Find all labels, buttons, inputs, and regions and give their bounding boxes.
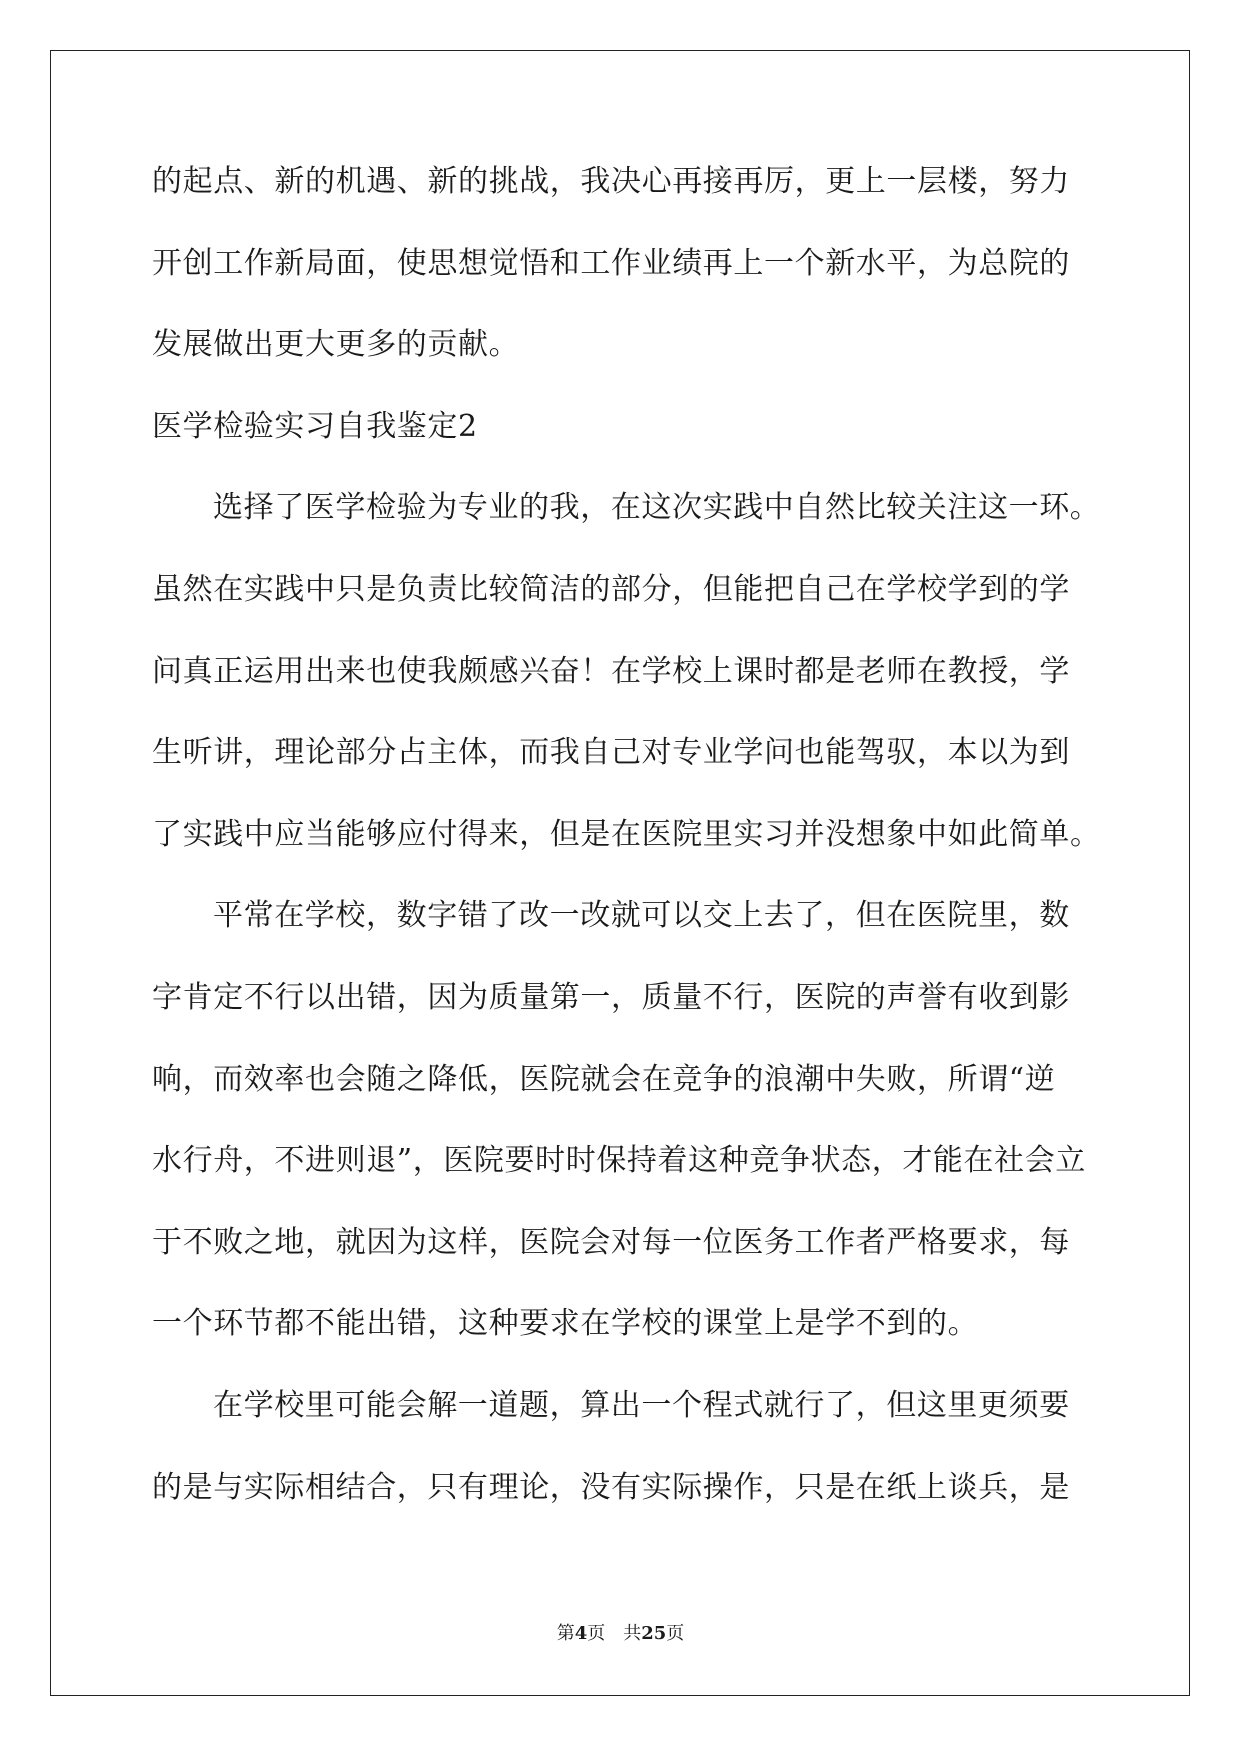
footer-prefix: 第 <box>556 1623 575 1644</box>
text-line: 在学校里可能会解一道题，算出一个程式就行了，但这里更须要 <box>213 1387 1070 1423</box>
current-page-number: 4 <box>574 1623 588 1644</box>
text-line: 的是与实际相结合，只有理论，没有实际操作，只是在纸上谈兵，是 <box>152 1469 1070 1505</box>
text-line: 于不败之地，就因为这样，医院会对每一位医务工作者严格要求，每 <box>152 1224 1070 1260</box>
text-line: 开创工作新局面，使思想觉悟和工作业绩再上一个新水平，为总院的 <box>152 245 1070 281</box>
text-line: 问真正运用出来也使我颇感兴奋！在学校上课时都是老师在教授，学 <box>152 653 1070 689</box>
text-line: 一个环节都不能出错，这种要求在学校的课堂上是学不到的。 <box>152 1306 979 1342</box>
text-line: 生听讲，理论部分占主体，而我自己对专业学问也能驾驭，本以为到 <box>152 735 1070 771</box>
text-line: 响，而效率也会随之降低，医院就会在竞争的浪潮中失败，所谓“逆 <box>152 1061 1056 1097</box>
text-line: 虽然在实践中只是负责比较简洁的部分，但能把自己在学校学到的学 <box>152 571 1070 607</box>
footer-mid: 页 共 <box>587 1623 642 1644</box>
footer-suffix: 页 <box>666 1623 685 1644</box>
total-page-number: 25 <box>641 1623 667 1644</box>
text-line: 了实践中应当能够应付得来，但是在医院里实习并没想象中如此简单。 <box>152 816 1101 852</box>
document-body <box>152 162 1101 1549</box>
text-line: 的起点、新的机遇、新的挑战，我决心再接再厉，更上一层楼，努力 <box>152 164 1070 199</box>
text-line: 平常在学校，数字错了改一改就可以交上去了，但在医院里，数 <box>213 898 1070 934</box>
text-line: 水行舟，不进则退”，医院要时时保持着这种竞争状态，才能在社会立 <box>152 1143 1086 1179</box>
section-heading: 医学检验实习自我鉴定2 <box>152 408 478 444</box>
text-line: 字肯定不行以出错，因为质量第一，质量不行，医院的声誉有收到影 <box>152 979 1070 1015</box>
text-line: 发展做出更大更多的贡献。 <box>152 327 520 363</box>
text-line: 选择了医学检验为专业的我，在这次实践中自然比较关注这一环。 <box>213 490 1101 526</box>
page-footer <box>0 1622 1241 1646</box>
